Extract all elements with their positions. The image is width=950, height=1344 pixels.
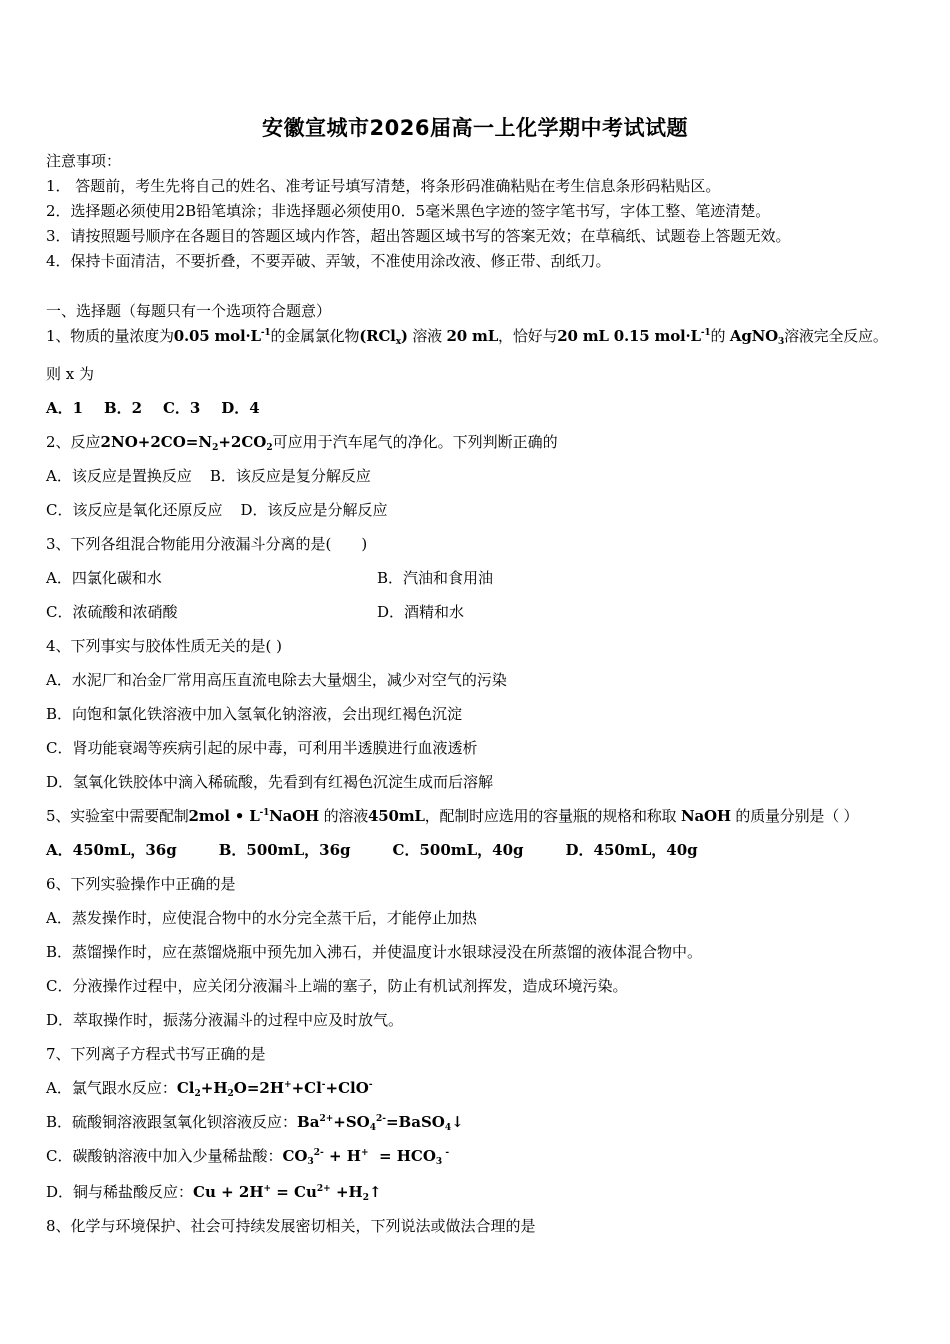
question-7-stem: 7、下列离子方程式书写正确的是: [46, 1045, 266, 1063]
question-7-option-c: C．碳酸钠溶液中加入少量稀盐酸：$CO_3^{2-} + H^+ = HCO_3$ -: [46, 1147, 450, 1167]
question-6-option-b: B．蒸馏操作时，应在蒸馏烧瓶中预先加入沸石，并使温度计水银球浸没在所蒸馏的液体混合物中。: [46, 943, 703, 961]
question-1-options: A．1 B．2 C．3 D．4: [46, 399, 260, 417]
section-heading: 一、选择题（每题只有一个选项符合题意）: [46, 302, 332, 320]
question-3-option-c: C．浓硫酸和浓硝酸: [46, 603, 178, 621]
question-3-option-b: B．汽油和食用油: [377, 569, 494, 587]
question-5-option-d: D．450mL，40g: [565, 841, 698, 859]
question-2-option-a: A．该反应是置换反应: [46, 467, 192, 485]
question-4-option-d: D．氢氧化铁胶体中滴入稀硫酸，先看到有红褐色沉淀生成而后溶解: [46, 773, 494, 791]
question-2-options-ab: [46, 466, 371, 486]
notice-item-3: 3．请按照题号顺序在各题目的答题区域内作答，超出答题区域书写的答案无效；在草稿纸、试题卷上答题无效。: [46, 227, 791, 245]
question-6-option-a: A．蒸发操作时，应使混合物中的水分完全蒸干后，才能停止加热: [46, 909, 477, 927]
question-3-option-a: A．四氯化碳和水: [46, 569, 162, 587]
question-4-option-b: B．向饱和氯化铁溶液中加入氢氧化钠溶液，会出现红褐色沉淀: [46, 705, 463, 723]
notice-heading: 注意事项：: [46, 152, 122, 170]
question-5-option-a: A．450mL，36g: [46, 841, 177, 859]
notice-item-2: 2．选择题必须使用2B铅笔填涂；非选择题必须使用0．5毫米黑色字迹的签字笔书写，字体工整、笔迹清楚。: [46, 202, 771, 220]
question-5-option-c: C．500mL，40g: [392, 841, 524, 859]
question-7-option-b: B．硫酸铜溶液跟氢氧化钡溶液反应：$Ba^{2+}+SO_4^{2-}=BaSO_4↓$: [46, 1113, 464, 1133]
question-6-stem: 6、下列实验操作中正确的是: [46, 875, 236, 893]
question-3-stem: 3、下列各组混合物能用分液漏斗分离的是( ): [46, 535, 368, 553]
question-2-option-d: D．该反应是分解反应: [240, 501, 388, 519]
question-7-option-d: D．铜与稀盐酸反应：$Cu + 2H^+ = Cu^{2+}$ $+H_2↑$: [46, 1183, 382, 1203]
question-2-stem: 2、反应$2NO+2CO=N_2+2CO_2$可应用于汽车尾气的净化。下列判断正确的: [46, 433, 558, 453]
question-1-line2: 则 x 为: [46, 365, 94, 383]
question-4-stem: 4、下列事实与胶体性质无关的是( ): [46, 637, 283, 655]
question-5-option-b: B．500mL，36g: [218, 841, 351, 859]
question-7-option-a: A．氯气跟水反应：$Cl_2+H_2O=2H^++Cl^-+ClO^-$: [46, 1079, 373, 1099]
question-4-option-c: C．肾功能衰竭等疾病引起的尿中毒，可利用半透膜进行血液透析: [46, 739, 478, 757]
question-6-option-c: C．分液操作过程中，应关闭分液漏斗上端的塞子，防止有机试剂挥发，造成环境污染。: [46, 977, 628, 995]
question-5-options: [46, 840, 698, 860]
page-title: 安徽宣城市2026届高一上化学期中考试试题: [262, 116, 688, 140]
question-8-stem: 8、化学与环境保护、社会可持续发展密切相关，下列说法或做法合理的是: [46, 1217, 536, 1235]
question-1-stem: 1、物质的量浓度为0.05 $mol\cdot L^{-1}$的金属氯化物(RCl$_x$) 溶液 20 mL，恰好与20 mL 0.15 $mol\cdot L^{-1}$的 AgNO$_3$溶液完全反应。: [46, 327, 888, 347]
notice-item-4: 4．保持卡面清洁，不要折叠，不要弄破、弄皱，不准使用涂改液、修正带、刮纸刀。: [46, 252, 611, 270]
notice-item-1: 1． 答题前，考生先将自己的姓名、准考证号填写清楚，将条形码准确粘贴在考生信息条形码粘贴区。: [46, 177, 721, 195]
question-4-option-a: A．水泥厂和冶金厂常用高压直流电除去大量烟尘，减少对空气的污染: [46, 671, 507, 689]
question-5-stem: 5、实验室中需要配制2mol • $L^{-1}NaOH$ 的溶液450mL，配制时应选用的容量瓶的规格和称取 NaOH 的质量分别是（ ）: [46, 807, 859, 825]
question-2-option-c: C．该反应是氧化还原反应: [46, 501, 223, 519]
question-3-option-d: D．酒精和水: [377, 603, 465, 621]
question-6-option-d: D．萃取操作时，振荡分液漏斗的过程中应及时放气。: [46, 1011, 404, 1029]
question-2-options-cd: [46, 500, 388, 520]
question-2-option-b: B．该反应是复分解反应: [209, 467, 371, 485]
